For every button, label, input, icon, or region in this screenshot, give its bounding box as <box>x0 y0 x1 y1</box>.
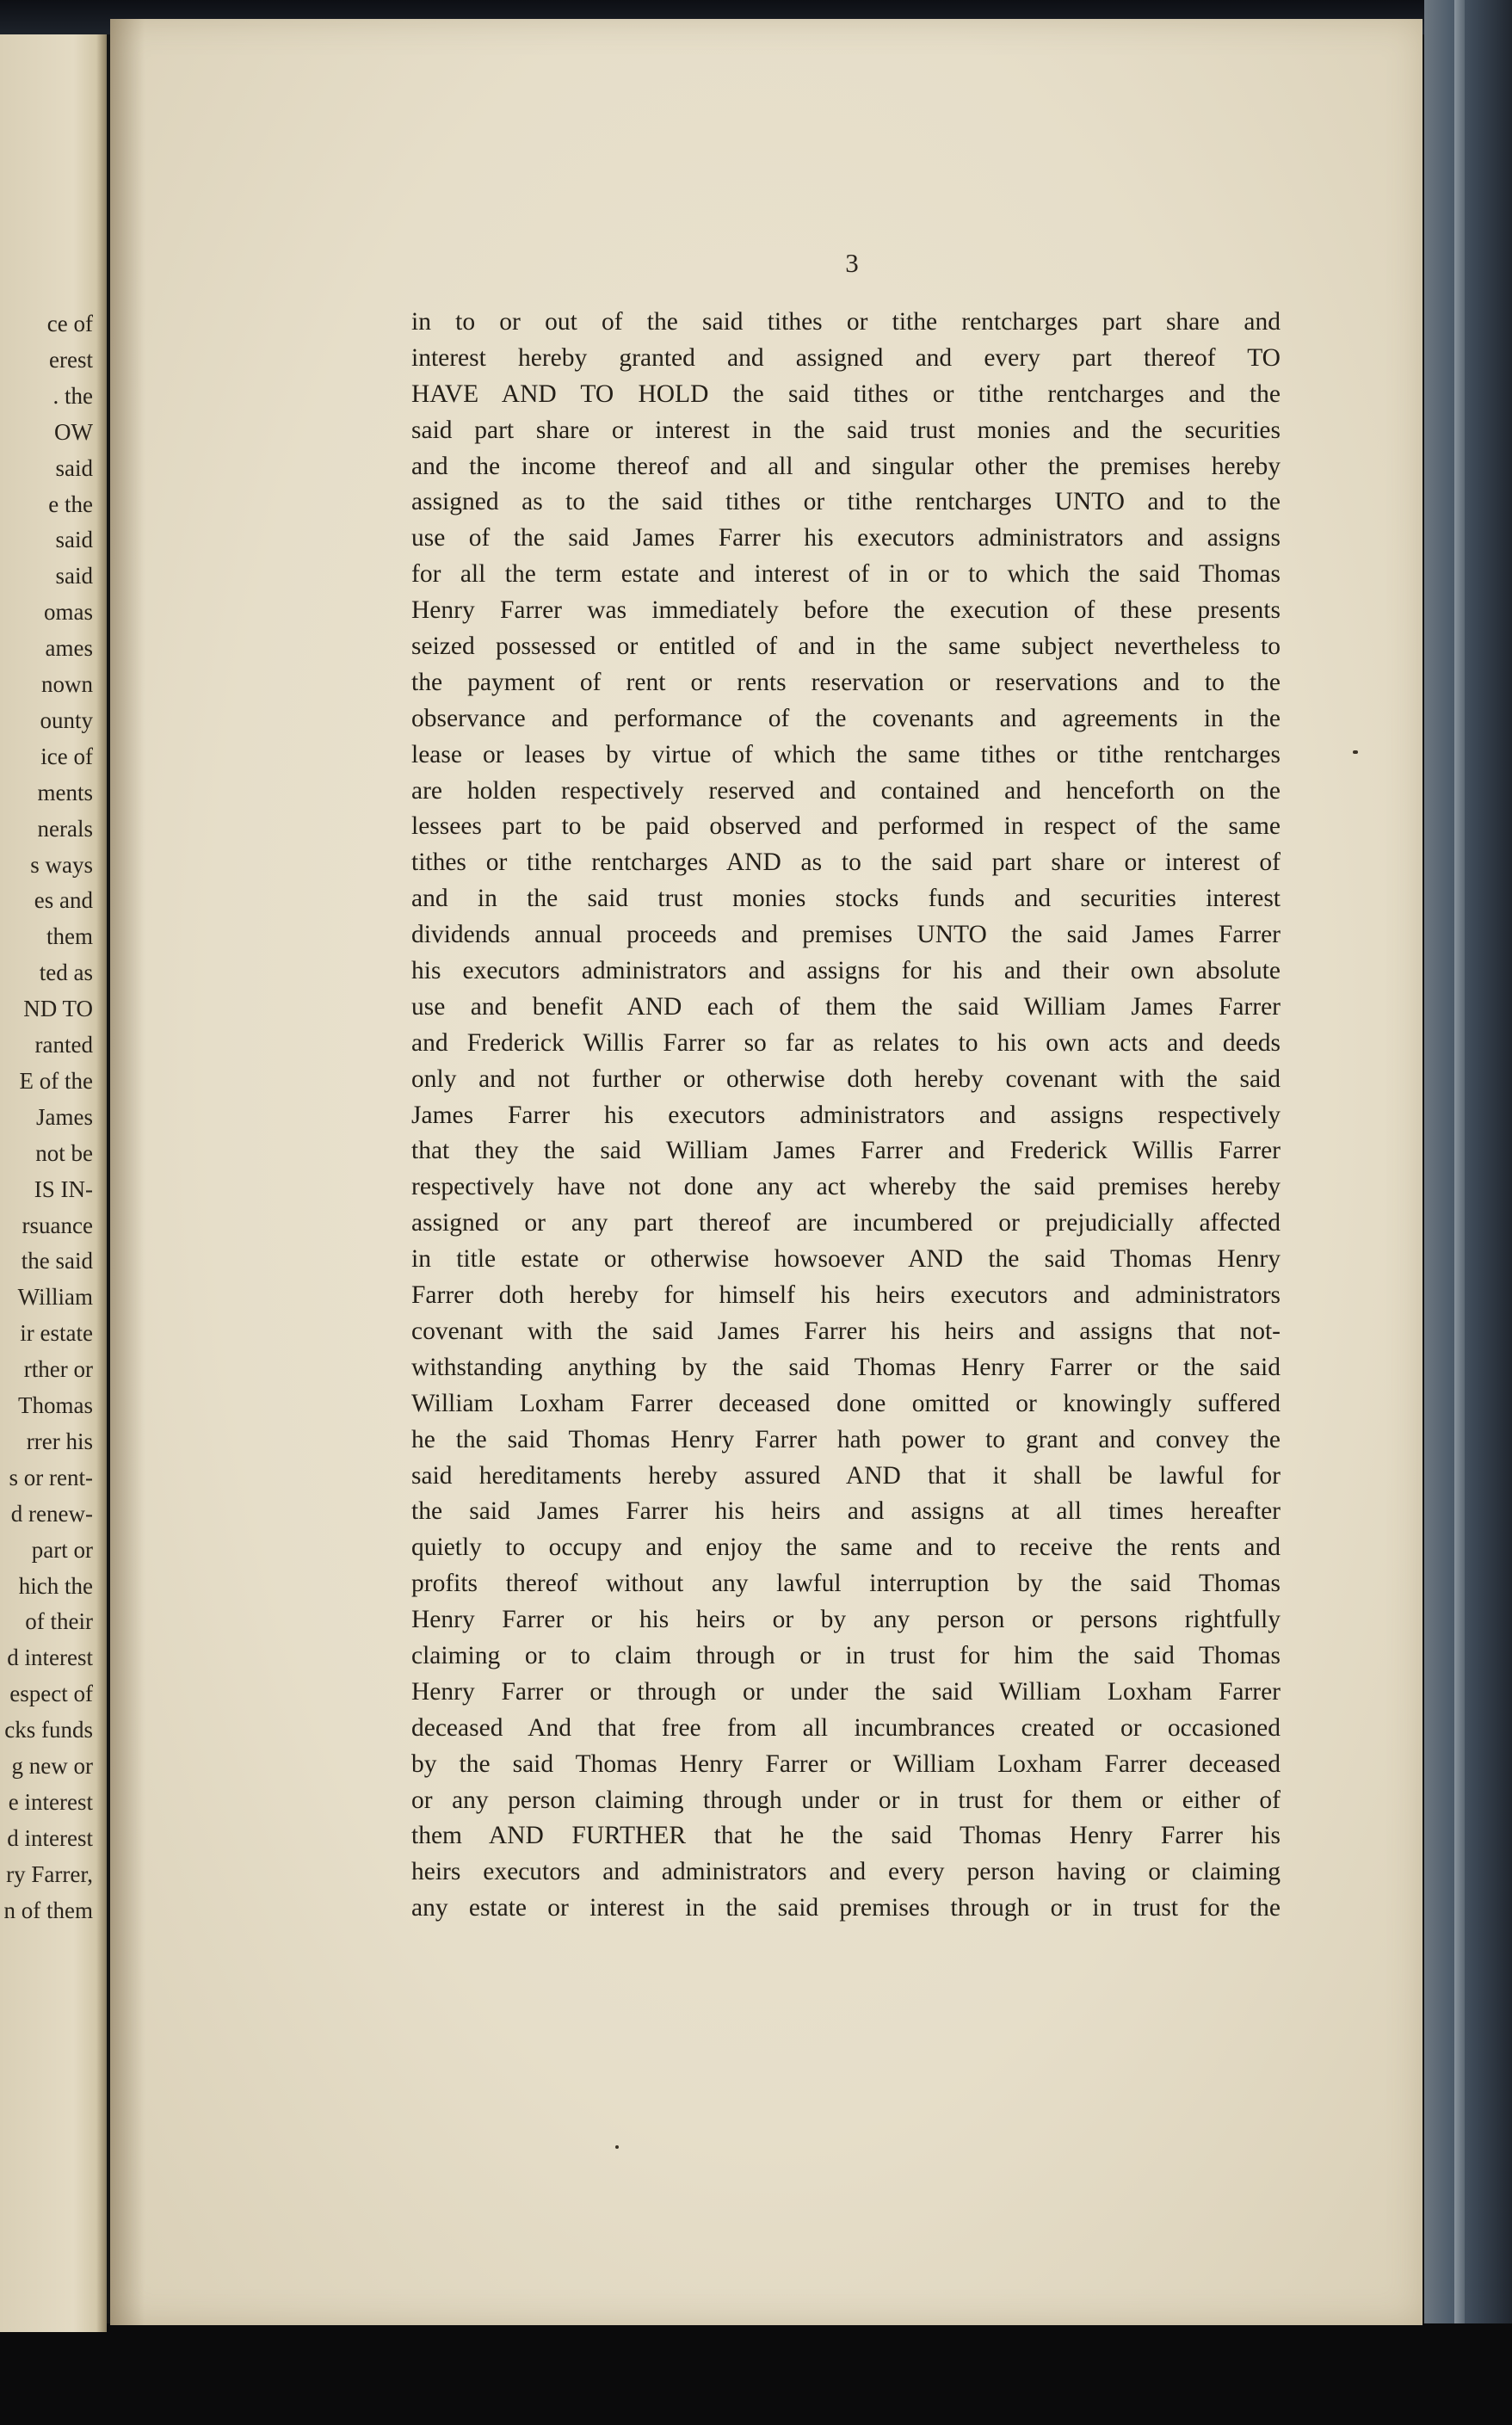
text-line: profits thereof without any lawful interruption by the said Thomas <box>411 1570 1281 1598</box>
text-line: Henry Farrer or through or under the said William Loxham Farrer <box>411 1677 1281 1706</box>
text-line: Henry Farrer or his heirs or by any person or persons rightfully <box>411 1606 1281 1634</box>
previous-page-line: the said <box>21 1248 93 1274</box>
previous-page-line: ames <box>45 635 93 662</box>
previous-page-line: ments <box>37 779 93 805</box>
previous-page-line: es and <box>34 887 93 914</box>
text-line: any estate or interest in the said premises through or in trust for the <box>411 1894 1281 1922</box>
text-line: are holden respectively reserved and contained and henceforth on the <box>411 776 1281 805</box>
previous-page-line: . the <box>52 382 93 409</box>
bottom-background <box>0 2323 1512 2425</box>
text-line: covenant with the said James Farrer his heirs and assigns that not- <box>411 1317 1281 1345</box>
text-line: he the said Thomas Henry Farrer hath power to grant and convey the <box>411 1425 1281 1453</box>
text-line: only and not further or otherwise doth hereby covenant with the said <box>411 1064 1281 1093</box>
previous-page-line: g new or <box>11 1753 93 1779</box>
previous-page-line: cks funds <box>4 1717 93 1743</box>
text-line: William Loxham Farrer deceased done omitted or knowingly suffered <box>411 1389 1281 1417</box>
previous-page-line: nerals <box>37 815 93 842</box>
text-line: lease or leases by virtue of which the same tithes or tithe rentcharges <box>411 740 1281 768</box>
text-line: heirs executors and administrators and every person having or claiming <box>411 1858 1281 1886</box>
previous-page-line: erest <box>49 346 93 373</box>
page-gutter-shadow <box>110 19 145 2325</box>
page-fold-shadow <box>96 34 105 2332</box>
text-line: and in the said trust monies stocks funds and securities interest <box>411 885 1281 913</box>
text-line: and the income thereof and all and singular other the premises hereby <box>411 452 1281 480</box>
previous-page-fragment <box>0 34 107 2332</box>
previous-page-line: E of the <box>19 1067 93 1094</box>
text-line: for all the term estate and interest of in or to which the said Thomas <box>411 560 1281 589</box>
text-line: claiming or to claim through or in trust for him the said Thomas <box>411 1641 1281 1669</box>
text-line: assigned as to the said tithes or tithe rentcharges UNTO and to the <box>411 488 1281 516</box>
text-line: by the said Thomas Henry Farrer or William Loxham Farrer deceased <box>411 1749 1281 1778</box>
text-line: that they the said William James Farrer and Frederick Willis Farrer <box>411 1137 1281 1165</box>
previous-page-line: omas <box>44 599 93 626</box>
previous-page-line: d interest <box>7 1824 93 1851</box>
book-edge-highlight <box>1454 0 1465 2425</box>
text-line: said hereditaments hereby assured AND that it shall be lawful for <box>411 1461 1281 1490</box>
text-line: quietly to occupy and enjoy the same and to receive the rents and <box>411 1533 1281 1562</box>
text-line: assigned or any part thereof are incumbered or prejudicially affected <box>411 1209 1281 1237</box>
text-line: Henry Farrer was immediately before the execution of these presents <box>411 596 1281 625</box>
previous-page-line: said <box>55 527 93 553</box>
text-line: said part share or interest in the said trust monies and the securities <box>411 416 1281 444</box>
text-line: lessees part to be paid observed and performed in respect of the same <box>411 812 1281 841</box>
previous-page-line: d renew- <box>10 1500 93 1527</box>
previous-page-line: rther or <box>23 1356 93 1383</box>
previous-page-line: hich the <box>18 1572 93 1599</box>
previous-page-line: ted as <box>39 960 93 986</box>
text-line: interest hereby granted and assigned and every part thereof TO <box>411 343 1281 372</box>
text-line: withstanding anything by the said Thomas Henry Farrer or the said <box>411 1353 1281 1381</box>
previous-page-line: s ways <box>30 851 93 878</box>
previous-page-line: said <box>55 454 93 481</box>
ink-speck <box>1353 750 1358 754</box>
text-line: or any person claiming through under or in trust for them or either of <box>411 1786 1281 1814</box>
previous-page-line: ounty <box>40 707 93 733</box>
previous-page-line: rrer his <box>26 1428 93 1454</box>
previous-page-line: IS IN- <box>34 1175 93 1202</box>
previous-page-line: ice of <box>40 743 93 769</box>
previous-page-line: ce of <box>46 311 93 336</box>
text-line: HAVE AND TO HOLD the said tithes or tithe rentcharges and the <box>411 379 1281 408</box>
previous-page-line: ND TO <box>23 996 93 1022</box>
text-line: his executors administrators and assigns for his and their own absolute <box>411 957 1281 985</box>
previous-page-line: ir estate <box>20 1320 93 1347</box>
previous-page-line: ranted <box>34 1032 93 1058</box>
text-line: them AND FURTHER that he the said Thomas Henry Farrer his <box>411 1822 1281 1850</box>
text-line: Farrer doth hereby for himself his heirs executors and administrators <box>411 1281 1281 1310</box>
previous-page-line: said <box>55 563 93 589</box>
previous-page-line: not be <box>35 1139 93 1166</box>
previous-page-line: part or <box>31 1536 93 1563</box>
previous-page-line: d interest <box>7 1644 93 1671</box>
text-line: in to or out of the said tithes or tithe rentcharges part share and <box>411 308 1281 336</box>
text-line: seized possessed or entitled of and in the same subject nevertheless to <box>411 632 1281 661</box>
text-line: the payment of rent or rents reservation or reservations and to the <box>411 668 1281 696</box>
previous-page-line: them <box>46 923 93 950</box>
previous-page-line: espect of <box>9 1681 93 1707</box>
previous-page-line: n of them <box>3 1897 93 1923</box>
text-line: in title estate or otherwise howsoever AND the said Thomas Henry <box>411 1245 1281 1274</box>
book-edge-right <box>1424 0 1512 2425</box>
previous-page-line: e interest <box>8 1788 93 1815</box>
previous-page-line: ry Farrer, <box>6 1860 93 1887</box>
text-line: and Frederick Willis Farrer so far as relates to his own acts and deeds <box>411 1028 1281 1057</box>
text-line: James Farrer his executors administrators and assigns respectively <box>411 1101 1281 1129</box>
previous-page-line: nown <box>41 671 93 697</box>
text-line: the said James Farrer his heirs and assigns at all times hereafter <box>411 1497 1281 1526</box>
ink-speck <box>615 2145 619 2149</box>
text-line: dividends annual proceeds and premises UNTO the said James Farrer <box>411 921 1281 949</box>
previous-page-line: s or rent- <box>9 1464 93 1490</box>
previous-page-line: rsuance <box>22 1212 93 1238</box>
previous-page-line: Thomas <box>18 1392 93 1418</box>
text-line: respectively have not done any act whereby the said premises hereby <box>411 1173 1281 1201</box>
previous-page-line: e the <box>48 491 93 517</box>
previous-page-line: OW <box>54 418 93 445</box>
page-number: 3 <box>845 248 859 278</box>
text-line: observance and performance of the covenants and agreements in the <box>411 704 1281 732</box>
body-text <box>411 305 1281 1927</box>
previous-page-line: James <box>36 1103 93 1130</box>
previous-page-line: of their <box>25 1608 93 1635</box>
previous-page-line: William <box>17 1284 93 1311</box>
text-line: use of the said James Farrer his executors administrators and assigns <box>411 524 1281 552</box>
text-line: use and benefit AND each of them the said William James Farrer <box>411 992 1281 1021</box>
text-line: tithes or tithe rentcharges AND as to the said part share or interest of <box>411 848 1281 877</box>
text-line: deceased And that free from all incumbrances created or occasioned <box>411 1713 1281 1742</box>
